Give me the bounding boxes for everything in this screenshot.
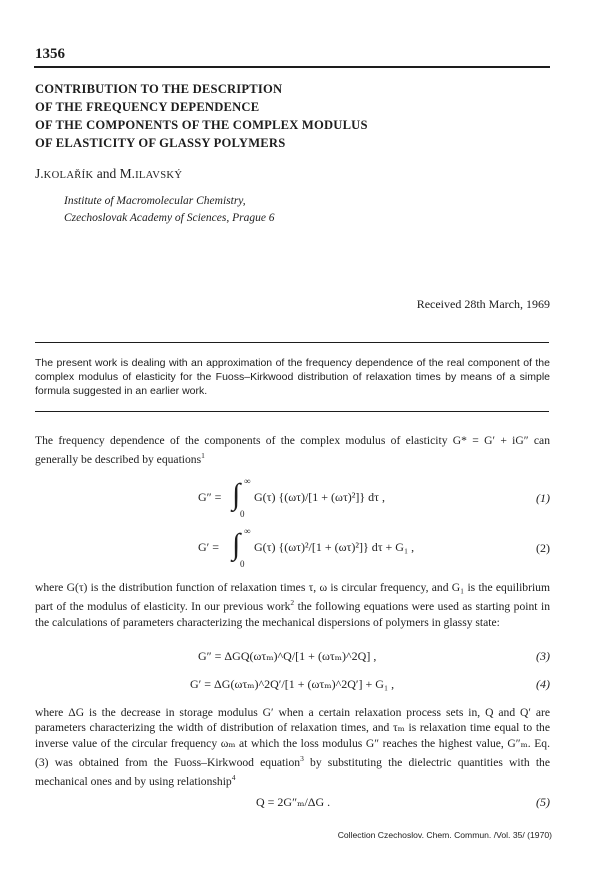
paragraph-3-text-cont: by substituting the dielectric quantities with the mechanical ones and by using relationship xyxy=(35,756,550,789)
equation-5-number: (5) xyxy=(536,795,550,809)
author-2-initial: M. xyxy=(119,166,136,181)
abstract-rule-bottom xyxy=(35,411,549,412)
reference-marker: 4 xyxy=(231,773,236,783)
authors xyxy=(35,166,182,182)
authors-and: and xyxy=(93,166,120,181)
reference-marker: 3 xyxy=(300,754,304,764)
paragraph-2-text: where G(τ) is the distribution function of relaxation times τ, ω is circular frequency, and G₁ is the equilibrium part of the modulus of elasticity. In our previous work xyxy=(35,581,550,614)
title-line: OF THE FREQUENCY DEPENDENCE xyxy=(35,100,260,114)
header-rule xyxy=(34,66,550,68)
eq1-lower-limit: 0 xyxy=(240,509,245,519)
affiliation xyxy=(64,193,275,227)
affiliation-line: Institute of Macromolecular Chemistry, xyxy=(64,195,246,207)
author-2-surname: ILAVSKÝ xyxy=(135,170,183,181)
eq2-rhs: G(τ) {(ωτ)²/[1 + (ωτ)²]} dτ + G₁ , xyxy=(254,540,415,554)
paragraph-2 xyxy=(35,580,550,630)
title-line: OF ELASTICITY OF GLASSY POLYMERS xyxy=(35,136,286,150)
paragraph-3 xyxy=(35,705,550,790)
journal-footer: Collection Czechoslov. Chem. Commun. /Vol. 35/ (1970) xyxy=(337,830,552,840)
equation-5: Q = 2G″ₘ/ΔG . xyxy=(256,795,331,809)
author-1-initial: J. xyxy=(35,166,44,181)
page-number: 1356 xyxy=(35,46,65,62)
reference-marker: 1 xyxy=(201,451,205,461)
integral-icon: ∫ xyxy=(232,478,241,511)
title-line: OF THE COMPONENTS OF THE COMPLEX MODULUS xyxy=(35,118,368,132)
title-line: CONTRIBUTION TO THE DESCRIPTION xyxy=(35,82,283,96)
article-title xyxy=(35,80,535,152)
paragraph-1 xyxy=(35,433,550,468)
eq2-lower-limit: 0 xyxy=(240,559,245,569)
equation-4: G′ = ΔG(ωτₘ)^2Q′/[1 + (ωτₘ)^2Q′] + G₁ , xyxy=(190,677,395,691)
abstract-rule-top xyxy=(35,342,549,343)
author-1-surname: KOLAŘÍK xyxy=(43,170,94,181)
eq1-lhs: G″ = xyxy=(198,490,222,504)
integral-icon: ∫ xyxy=(232,528,241,561)
eq2-upper-limit: ∞ xyxy=(244,526,251,536)
eq1-rhs: G(τ) {(ωτ)/[1 + (ωτ)²]} dτ , xyxy=(254,490,385,504)
equation-3-number: (3) xyxy=(536,649,550,663)
reference-marker: 2 xyxy=(290,598,295,608)
eq1-upper-limit: ∞ xyxy=(244,476,251,486)
eq2-lhs: G′ = xyxy=(198,540,220,554)
affiliation-line: Czechoslovak Academy of Sciences, Prague 6 xyxy=(64,212,275,224)
received-date: Received 28th March, 1969 xyxy=(416,297,550,311)
equation-3: G″ = ΔGQ(ωτₘ)^Q/[1 + (ωτₘ)^2Q] , xyxy=(198,649,377,663)
abstract: The present work is dealing with an approximation of the frequency dependence of the real component of the complex modulus of elasticity for the Fuoss–Kirkwood distribution of relaxation times by means of a simple formula suggested in an earlier work. xyxy=(35,357,550,397)
paragraph-2-text-cont: the following equations were used as starting point in the calculations of parameters characterizing the mechanical dispersions of polymers in glassy state: xyxy=(35,600,550,629)
equation-4-number: (4) xyxy=(536,677,550,691)
paragraph-1-text: The frequency dependence of the components of the complex modulus of elasticity G* = G′ + iG″ can generally be described by equations xyxy=(35,434,550,467)
equation-1-number: (1) xyxy=(536,491,550,505)
paragraph-3-text: where ΔG is the decrease in storage modulus G′ when a certain relaxation process sets in, Q and Q′ are parameters characterizing the width of distribution of relaxation times, and τₘ is relaxation time equal to the inverse value of the circular frequency ωₘ at which the loss modulus G″ reaches the highest value, G″ₘ. Eq. (3) was obtained from the Fuoss–Kirkwood equation xyxy=(35,706,550,770)
equation-2-number: (2) xyxy=(536,541,550,555)
